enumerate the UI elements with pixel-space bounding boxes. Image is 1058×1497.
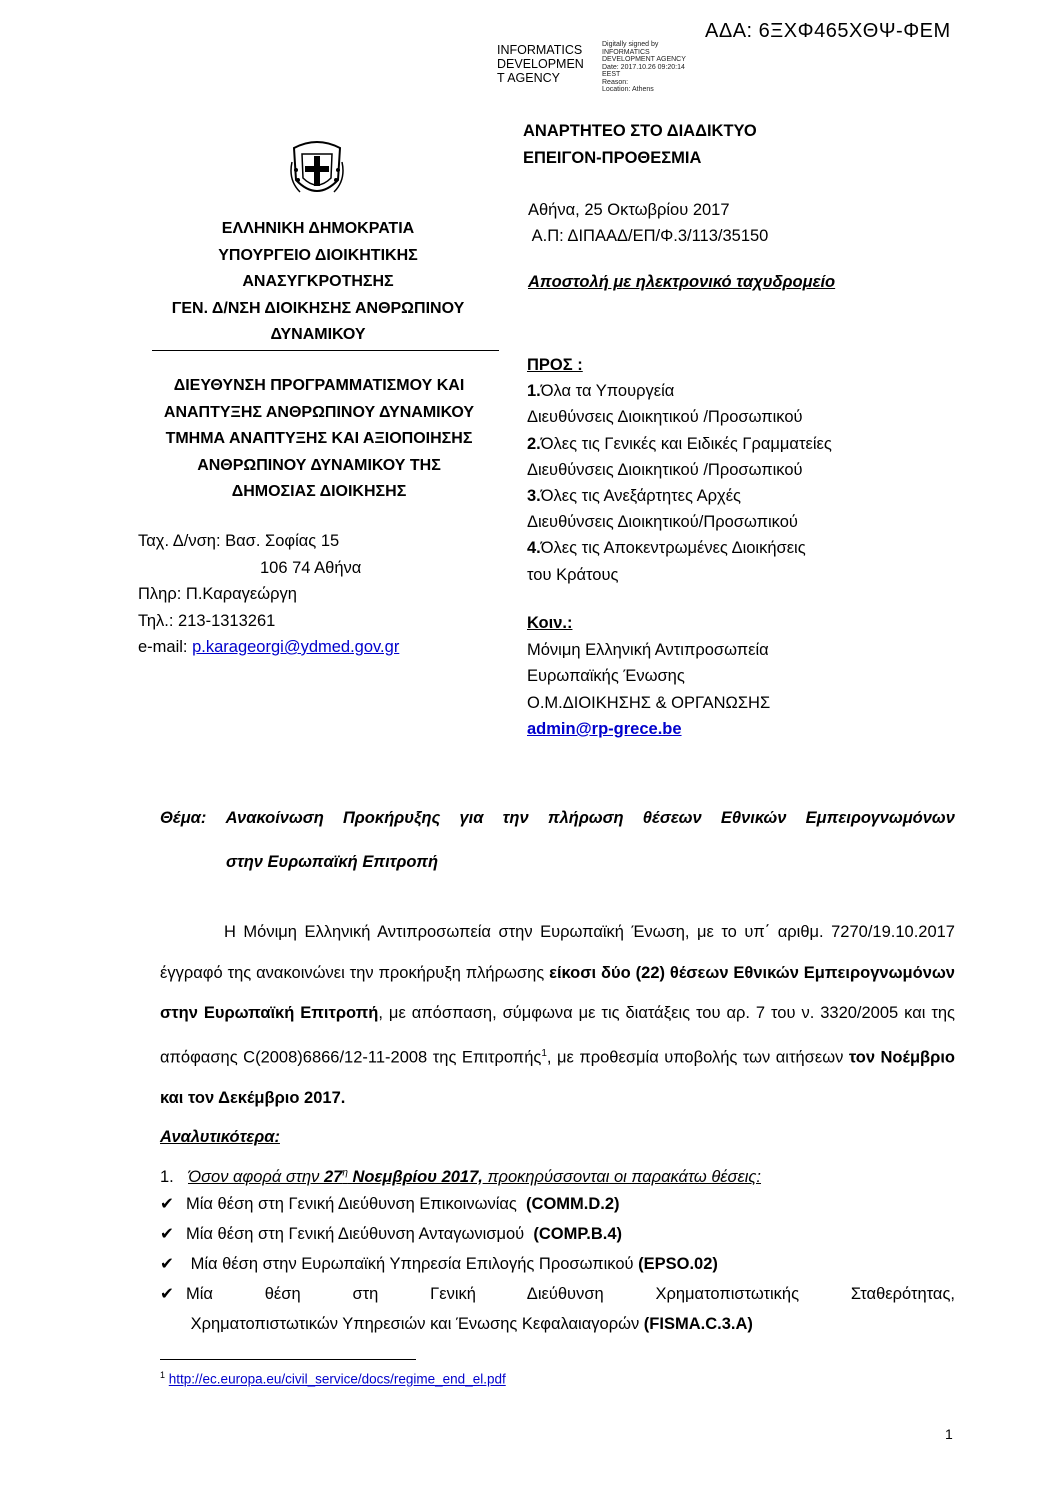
department-line: ΔΙΕΥΘΥΝΣΗ ΠΡΟΓΡΑΜΜΑΤΙΣΜΟΥ ΚΑΙ: [173, 377, 465, 394]
item-date-suffix: η: [342, 1167, 348, 1178]
header-divider: [152, 350, 499, 351]
signature-organization: [497, 43, 607, 85]
position-item: [160, 1279, 955, 1339]
recipient-text: Όλα τα Υπουργεία: [540, 382, 675, 401]
position-text: Χρηματοπιστωτικών Υπηρεσιών και Ένωσης Κεφαλαιαγορών: [186, 1315, 644, 1333]
recipient-subline: Διευθύνσεις Διοικητικού/Προσωπικού: [527, 513, 798, 532]
recipients-block: [527, 352, 832, 588]
signature-detail-line: Reason:: [602, 78, 629, 86]
checkmark-icon: ✔: [160, 1255, 174, 1273]
issuer-line: ΑΝΑΣΥΓΚΡΟΤΗΣΗΣ: [242, 273, 394, 290]
position-code: (COMM.D.2): [526, 1195, 620, 1213]
recipient-item: [527, 535, 832, 561]
issuer-line: ΔΥΝΑΜΙΚΟΥ: [270, 326, 366, 343]
position-code: (FISMA.C.3.A): [643, 1315, 753, 1333]
body-text: Η Μόνιμη Ελληνική Αντιπροσωπεία στην Ευρωπαϊκή Ένωση, με το υπ΄ αριθμ. 7270/19.10.2017 έγγραφό της ανακοινώνει την προκήρυξη πλήρωσης: [160, 923, 955, 982]
item-date: 27: [323, 1167, 343, 1186]
notice-block: [523, 118, 757, 172]
subject-word: Εμπειρογνωμόνων: [805, 809, 955, 827]
position-code: (EPSO.02): [638, 1255, 718, 1273]
subject-word: θέσεων: [642, 809, 702, 827]
recipient-number: 2.: [527, 434, 541, 453]
item-post: προκηρύσσονται οι παρακάτω θέσεις:: [482, 1167, 762, 1186]
issuer-line: ΥΠΟΥΡΓΕΙΟ ΔΙΟΙΚΗΤΙΚΗΣ: [218, 246, 418, 264]
position-text: Μία θέση στη Γενική Διεύθυνση Χρηματοπιστωτικής Σταθερότητας,: [186, 1285, 955, 1303]
issuer-line: ΓΕΝ. Δ/ΝΣΗ ΔΙΟΙΚΗΣΗΣ ΑΝΘΡΩΠΙΝΟΥ: [171, 299, 465, 317]
body-paragraph: [160, 912, 955, 1118]
signature-detail-line: INFORMATICS: [602, 48, 650, 56]
recipient-number: 1.: [527, 382, 541, 401]
subject-label: Θέμα:: [160, 809, 207, 827]
signature-detail-line: Digitally signed by: [602, 41, 659, 48]
recipient-subline: Διευθύνσεις Διοικητικού /Προσωπικού: [527, 408, 803, 427]
subject-line: [160, 796, 955, 840]
recipients-heading: ΠΡΟΣ :: [527, 356, 583, 374]
issuer-line: ΕΛΛΗΝΙΚΗ ΔΗΜΟΚΡΑΤΙΑ: [221, 220, 415, 237]
signature-detail-line: EEST: [602, 71, 621, 78]
checkmark-icon: ✔: [160, 1285, 174, 1303]
subject-word: για: [459, 809, 484, 827]
cc-line: Ευρωπαϊκής Ένωσης: [527, 667, 685, 685]
subject-word: Προκήρυξης: [342, 809, 441, 827]
cc-line: Μόνιμη Ελληνική Αντιπροσωπεία: [527, 640, 769, 659]
department-line: ΔΗΜΟΣΙΑΣ ΔΙΟΙΚΗΣΗΣ: [231, 483, 407, 500]
notice-line: ΕΠΕΙΓΟΝ-ΠΡΟΘΕΣΜΙΑ: [523, 149, 702, 167]
document-date: Αθήνα, 25 Οκτωβρίου 2017: [528, 201, 730, 219]
subject-word: Εθνικών: [720, 809, 787, 827]
signature-detail-line: DEVELOPMENT AGENCY: [602, 56, 686, 63]
notice-line: ΑΝΑΡΤΗΤΕΟ ΣΤΟ ΔΙΑΔΙΚΤΥΟ: [523, 122, 757, 140]
recipient-text: Όλες τις Γενικές και Ειδικές Γραμματείες: [540, 434, 832, 453]
footnote-number: 1: [160, 1370, 166, 1380]
address-line: Ταχ. Δ/νση: Βασ. Σοφίας 15: [138, 532, 340, 550]
position-code: (COMP.B.4): [533, 1225, 622, 1243]
item-text: [188, 1168, 761, 1186]
email-row: [138, 634, 399, 661]
phone-number: Τηλ.: 213-1313261: [138, 611, 276, 630]
footnote: [160, 1370, 506, 1387]
details-heading: Αναλυτικότερα:: [160, 1128, 280, 1146]
protocol-number: Α.Π: ΔΙΠΑΑΔ/ΕΠ/Φ.3/113/35150: [528, 227, 769, 245]
delivery-method: Αποστολή με ηλεκτρονικό ταχυδρομείο: [528, 273, 836, 291]
footnote-link[interactable]: http://ec.europa.eu/civil_service/docs/regime_end_el.pdf: [168, 1371, 506, 1387]
recipient-number: 3.: [527, 487, 541, 506]
email-label: e-mail:: [138, 638, 193, 656]
signature-org-line: T AGENCY: [497, 71, 560, 85]
page-number: 1: [945, 1426, 953, 1442]
body-text: , με απόσπαση, σύμφωνα με τις διατάξεις του αρ. 7 του ν. 3320/2005 και της απόφασης C(2008)6866/12-11-2008 της Επιτροπής: [160, 1004, 955, 1066]
dateline: [528, 197, 768, 249]
recipient-text: Όλες τις Ανεξάρτητες Αρχές: [540, 487, 741, 506]
ada-code: ΑΔΑ: 6ΞΧΦ465ΧΘΨ-ΦΕΜ: [705, 20, 951, 42]
item-date-month: Νοεμβρίου 2017,: [347, 1167, 483, 1186]
issuer-heading: [138, 216, 498, 349]
position-text: Μία θέση στη Γενική Διεύθυνση Ανταγωνισμού: [186, 1225, 534, 1243]
announcement-paragraph: [160, 912, 955, 1118]
department-line: ΤΜΗΜΑ ΑΝΑΠΤΥΞΗΣ ΚΑΙ ΑΞΙΟΠΟΙΗΣΗΣ: [165, 430, 473, 447]
position-text: Μία θέση στη Γενική Διεύθυνση Επικοινωνίας: [186, 1195, 527, 1213]
cc-heading: Κοιν.:: [527, 614, 573, 632]
recipient-subline: Διευθύνσεις Διοικητικού /Προσωπικού: [527, 460, 803, 479]
body-bold-text: είκοσι δύο (22) θέσεων Εθνικών Εμπειρογνωμόνων στην Ευρωπαϊκή Επιτροπή: [160, 963, 955, 1022]
subject-word: την: [502, 809, 529, 827]
signature-org-line: DEVELOPMEN: [497, 57, 584, 71]
contact-person: Πληρ: Π.Καραγεώργη: [138, 585, 297, 603]
department-heading: [138, 373, 500, 506]
cc-email-link[interactable]: admin@rp-grece.be: [527, 720, 682, 738]
signature-details: [602, 41, 712, 94]
position-text: Μία θέση στην Ευρωπαϊκή Υπηρεσία Επιλογής Προσωπικού: [186, 1255, 639, 1273]
department-line: ΑΝΘΡΩΠΙΝΟΥ ΔΥΝΑΜΙΚΟΥ ΤΗΣ: [197, 456, 441, 474]
item-number: 1.: [160, 1167, 174, 1186]
address-postcode: 106 74 Αθήνα: [260, 558, 362, 577]
recipient-item: [527, 431, 832, 457]
recipient-subline: του Κράτους: [527, 565, 619, 584]
cc-block: [527, 610, 770, 743]
subject-word: Ανακοίνωση: [225, 809, 324, 827]
signature-org-line: INFORMATICS: [497, 43, 583, 57]
footnote-reference[interactable]: 1: [541, 1047, 547, 1059]
subject-line-2: στην Ευρωπαϊκή Επιτροπή: [226, 853, 439, 871]
department-line: ΑΝΑΠΤΥΞΗΣ ΑΝΘΡΩΠΙΝΟΥ ΔΥΝΑΜΙΚΟΥ: [163, 403, 475, 421]
subject-block: [160, 796, 955, 884]
body-bold-text: τον Νοέμβριο και τον Δεκέμβριο 2017.: [160, 1048, 955, 1107]
details-item: [160, 1160, 761, 1190]
position-item: [160, 1219, 955, 1249]
body-text: , με προθεσμία υποβολής των αιτήσεων: [546, 1048, 849, 1066]
recipient-number: 4.: [527, 539, 541, 558]
email-link[interactable]: p.karageorgi@ydmed.gov.gr: [192, 638, 400, 656]
position-item: [160, 1249, 955, 1279]
recipient-item: [527, 378, 832, 404]
position-item: [160, 1189, 955, 1219]
checkmark-icon: ✔: [160, 1195, 174, 1213]
signature-detail-line: Location: Athens: [602, 86, 654, 93]
checkmark-icon: ✔: [160, 1225, 174, 1243]
contact-block: [138, 528, 399, 661]
greek-coat-of-arms-icon: [288, 140, 346, 204]
footnote-divider: [160, 1359, 416, 1360]
item-pre: Όσον αφορά στην: [188, 1167, 324, 1186]
recipient-text: Όλες τις Αποκεντρωμένες Διοικήσεις: [540, 539, 806, 558]
subject-word: πλήρωση: [547, 809, 624, 827]
positions-list: [160, 1189, 955, 1339]
cc-line: Ο.Μ.ΔΙΟΙΚΗΣΗΣ & ΟΡΓΑΝΩΣΗΣ: [527, 693, 771, 712]
signature-detail-line: Date: 2017.10.26 09:20:14: [602, 63, 685, 71]
recipient-item: [527, 483, 832, 509]
